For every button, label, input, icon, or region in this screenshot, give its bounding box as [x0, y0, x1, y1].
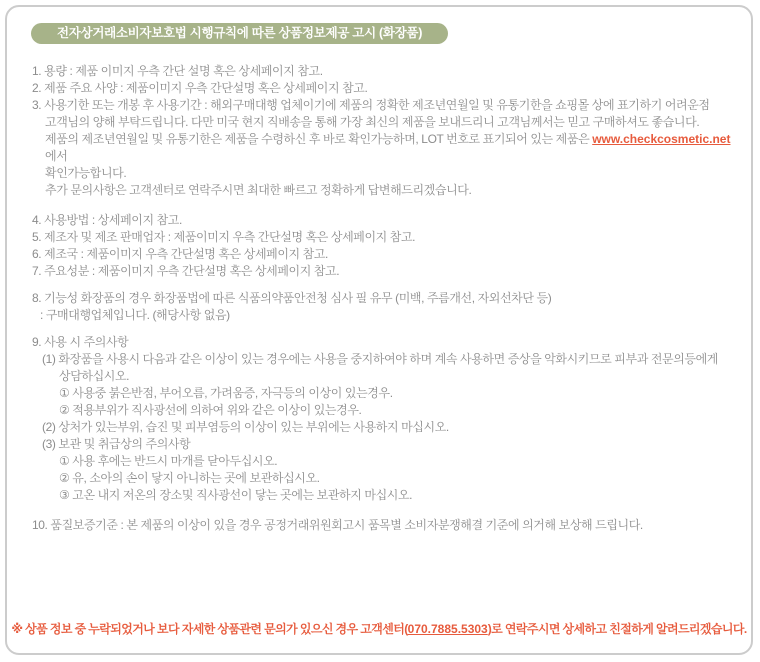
list-item-10: 10. 품질보증기준 : 본 제품의 이상이 있을 경우 공정거래위원회고시 품목별 소비자분쟁해결 기준에 의거해 보상해 드립니다.: [32, 518, 643, 532]
customer-center-phone[interactable]: 070.7885.5303: [407, 622, 488, 636]
item-9-sub-3: (3) 보관 및 취급상의 주의사항: [42, 437, 191, 451]
footer-text-post: )로 연락주시면 상세하고 친절하게 알려드리겠습니다.: [487, 622, 747, 636]
item-9-sub-2: (2) 상처가 있는부위, 습진 및 피부염등의 이상이 있는 부위에는 사용하지 마십시오.: [42, 420, 449, 434]
list-item-2: 2. 제품 주요 사양 : 제품이미지 우측 간단설명 혹은 상세페이지 참고.: [32, 81, 368, 95]
item-9-sub-1-line-2: 상담하십시오.: [59, 369, 130, 383]
item-3-line-3-suffix: 에서: [45, 149, 68, 163]
item-9-title: 9. 사용 시 주의사항: [32, 335, 129, 349]
item-8-line-2: : 구매대행업체입니다. (해당사항 없음): [40, 308, 230, 322]
item-9-sub-3-circle-3: ③ 고온 내지 저온의 장소및 직사광선이 닿는 곳에는 보관하지 마십시오.: [59, 488, 413, 502]
list-item-3: [32, 97, 733, 199]
item-3-line-3: [32, 131, 733, 165]
footer-text-pre: ※ 상품 정보 중 누락되었거나 보다 자세한 상품관련 문의가 있으신 경우 고객센터(: [11, 622, 408, 636]
item-3-line-2: 고객님의 양해 부탁드립니다. 다만 미국 현지 직배송을 통해 가장 최신의 제품을 보내드리니 고객님께서는 믿고 구매하셔도 좋습니다.: [45, 115, 700, 129]
item-3-line-4: 확인가능합니다.: [45, 166, 127, 180]
list-item-4: 4. 사용방법 : 상세페이지 참고.: [32, 213, 182, 227]
item-3-line-1: 3. 사용기한 또는 개봉 후 사용기간 : 해외구매대행 업체이기에 제품의 정확한 제조년연월일 및 유통기한을 쇼핑몰 상에 표기하기 어려운점: [32, 98, 710, 112]
checkcosmetic-link[interactable]: www.checkcosmetic.net: [592, 132, 731, 146]
list-item-7: 7. 주요성분 : 제품이미지 우측 간단설명 혹은 상세페이지 참고.: [32, 264, 340, 278]
item-9-sub-3-circle-2: ② 유, 소아의 손이 닿지 아니하는 곳에 보관하십시오.: [59, 471, 320, 485]
list-item-8: [32, 290, 733, 324]
item-3-line-5: 추가 문의사항은 고객센터로 연락주시면 최대한 빠르고 정확하게 답변해드리겠습니다.: [45, 183, 472, 197]
item-9-sub-1-line-1: (1) 화장품을 사용시 다음과 같은 이상이 있는 경우에는 사용을 중지하여야 하며 계속 사용하면 증상을 악화시키므로 피부과 전문의등에게: [42, 352, 718, 366]
list-item-6: 6. 제조국 : 제품이미지 우측 간단설명 혹은 상세페이지 참고.: [32, 247, 328, 261]
notice-title-badge: [31, 23, 448, 44]
product-info-panel: [5, 5, 753, 655]
list-item-5: 5. 제조자 및 제조 판매업자 : 제품이미지 우측 간단설명 혹은 상세페이지 참고.: [32, 230, 416, 244]
list-item-9: [32, 334, 733, 504]
notice-body: [7, 44, 751, 534]
item-8-line-1: 8. 기능성 화장품의 경우 화장품법에 따른 식품의약품안전청 심사 필 유무 (미백, 주름개선, 자외선차단 등): [32, 291, 552, 305]
notice-title: 전자상거래소비자보호법 시행규칙에 따른 상품정보제공 고시 (화장품): [57, 26, 423, 40]
item-9-sub-3-circle-1: ① 사용 후에는 반드시 마개를 닫아두십시오.: [59, 454, 278, 468]
footer-notice: [7, 620, 751, 637]
list-item-1: 1. 용량 : 제품 이미지 우측 간단 설명 혹은 상세페이지 참고.: [32, 64, 323, 78]
item-9-sub-1-circle-1: ① 사용중 붉은반점, 부어오름, 가려움증, 자극등의 이상이 있는경우.: [59, 386, 393, 400]
item-3-line-3-text: 제품의 제조년연월일 및 유통기한은 제품을 수령하신 후 바로 확인가능하며, LOT 번호로 표기되어 있는 제품은: [45, 132, 593, 146]
item-9-sub-1-circle-2: ② 적용부위가 직사광선에 의하여 위와 같은 이상이 있는경우.: [59, 403, 362, 417]
